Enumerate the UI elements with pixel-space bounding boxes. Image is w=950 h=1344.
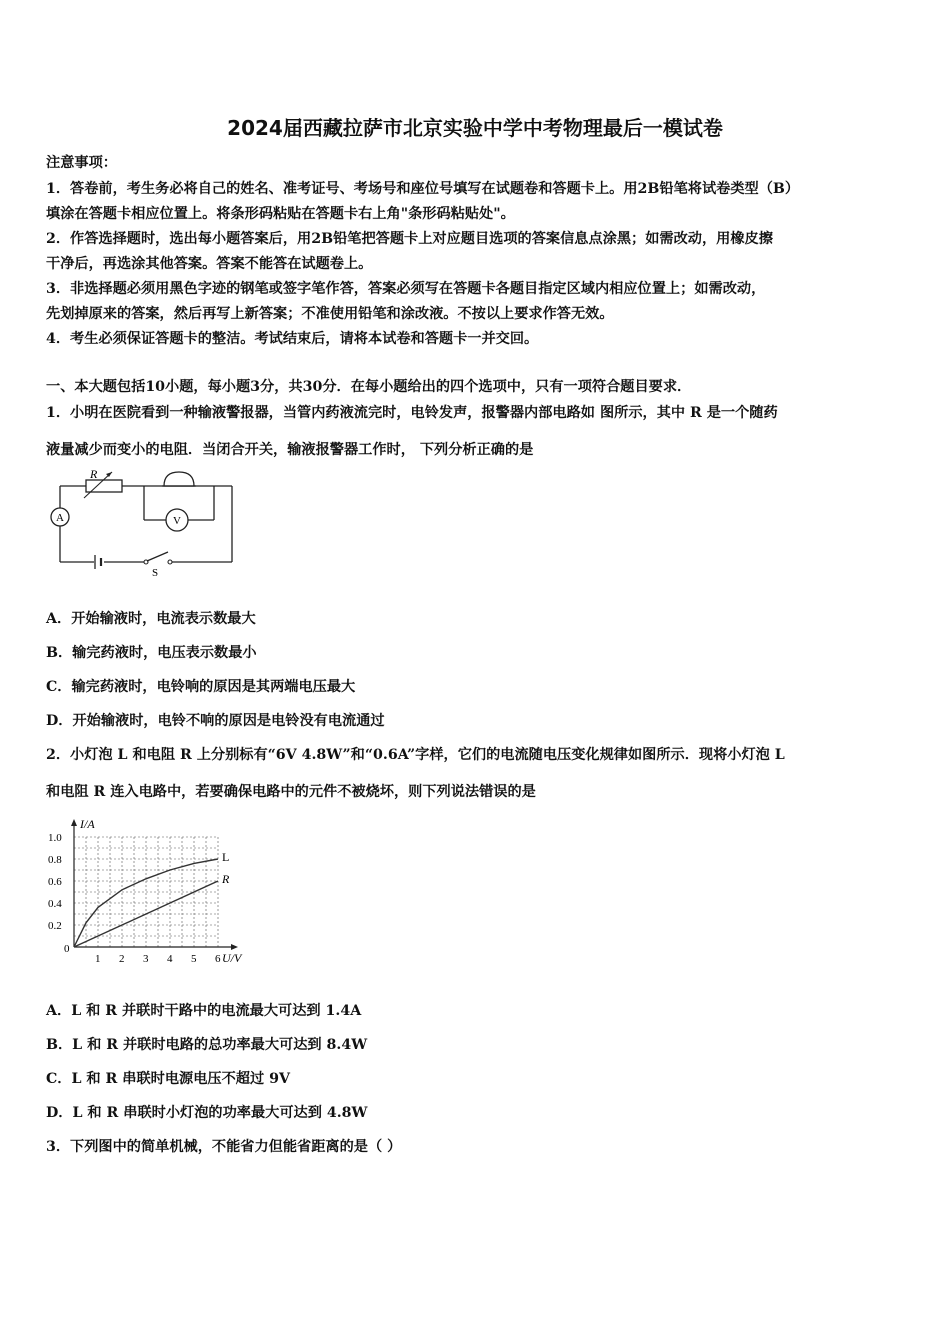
question-2-stem-cont: 和电阻 R 连入电路中，若要确保电路中的元件不被烧坏，则下列说法错误的是: [46, 784, 536, 800]
notice-line: 4．考生必须保证答题卡的整洁。考试结束后，请将本试卷和答题卡一并交回。: [46, 331, 539, 347]
current-voltage-chart: [46, 812, 256, 972]
option-c: C．L 和 R 串联时电源电压不超过 9V: [46, 1071, 290, 1087]
switch-label: S: [152, 567, 159, 578]
option-b: B．输完药液时，电压表示数最小: [46, 645, 257, 661]
y-tick-label: 0.8: [48, 854, 62, 866]
y-tick-label: 1.0: [48, 832, 62, 844]
y-tick-label: 0.4: [48, 898, 62, 910]
y-axis-arrow: [71, 819, 77, 826]
x-tick-label: 2: [119, 953, 125, 965]
x-axis-label: U/V: [222, 951, 242, 965]
x-tick-label: 6: [215, 953, 221, 965]
notice-line: 干净后，再选涂其他答案。答案不能答在试题卷上。: [46, 256, 373, 272]
notice-line: 1．答卷前，考生务必将自己的姓名、准考证号、考场号和座位号填写在试题卷和答题卡上。用2B铅笔将试卷类型（B）: [46, 181, 800, 197]
notice-line: 填涂在答题卡相应位置上。将条形码粘贴在答题卡右上角"条形码粘贴处"。: [46, 206, 515, 222]
y-tick-label: 0.2: [48, 920, 62, 932]
question-2-stem: 2．小灯泡 L 和电阻 R 上分别标有“6V 4.8W”和“0.6A”字样，它们的电流随电压变化规律如图所示．现将小灯泡 L: [46, 747, 785, 763]
resistor-symbol: [86, 480, 122, 492]
option-c: C．输完药液时，电铃响的原因是其两端电压最大: [46, 679, 356, 695]
question-1-stem: 1．小明在医院看到一种输液警报器，当管内药液流完时，电铃发声，报警器内部电路如 图所示，其中 R 是一个随药: [46, 405, 778, 421]
ammeter-label: A: [56, 512, 64, 524]
notice-line: 先划掉原来的答案，然后再写上新答案；不准使用铅笔和涂改液。不按以上要求作答无效。: [46, 306, 614, 322]
option-d: D．L 和 R 串联时小灯泡的功率最大可达到 4.8W: [46, 1105, 368, 1121]
notice-line: 2．作答选择题时，选出每小题答案后，用2B铅笔把答题卡上对应题目选项的答案信息点涂黑；如需改动，用橡皮擦: [46, 231, 773, 247]
resistor-label: R: [90, 467, 98, 481]
switch-symbol: [147, 552, 168, 561]
page-title: 2024届西藏拉萨市北京实验中学中考物理最后一模试卷: [227, 116, 723, 140]
option-a: A．L 和 R 并联时干路中的电流最大可达到 1.4A: [46, 1003, 362, 1019]
circuit-diagram: [46, 466, 246, 578]
option-a: A．开始输液时，电流表示数最大: [46, 611, 256, 627]
y-tick-label: 0.6: [48, 876, 62, 888]
notice-heading: 注意事项：: [46, 155, 117, 171]
question-1-stem-cont: 液量减少而变小的电阻．当闭合开关，输液报警器工作时， 下列分析正确的是: [46, 442, 534, 458]
series-L-label: L: [222, 850, 230, 864]
voltmeter-label: V: [173, 515, 181, 527]
option-d: D．开始输液时，电铃不响的原因是电铃没有电流通过: [46, 713, 385, 729]
question-3-stem: 3．下列图中的简单机械，不能省力但能省距离的是（ ）: [46, 1139, 402, 1155]
series-R-label: R: [222, 872, 230, 886]
y-axis-label: I/A: [80, 817, 95, 831]
origin-label: 0: [64, 943, 70, 955]
bell-symbol: [164, 472, 194, 486]
x-tick-label: 4: [167, 953, 173, 965]
x-axis-arrow: [231, 944, 238, 950]
x-tick-label: 5: [191, 953, 197, 965]
section-heading: 一、本大题包括10小题，每小题3分，共30分．在每小题给出的四个选项中，只有一项符合题目要求．: [46, 379, 692, 395]
x-tick-label: 1: [95, 953, 101, 965]
notice-line: 3．非选择题必须用黑色字迹的钢笔或签字笔作答，答案必须写在答题卡各题目指定区域内相应位置上；如需改动，: [46, 281, 766, 297]
x-tick-label: 3: [143, 953, 149, 965]
option-b: B．L 和 R 并联时电路的总功率最大可达到 8.4W: [46, 1037, 368, 1053]
